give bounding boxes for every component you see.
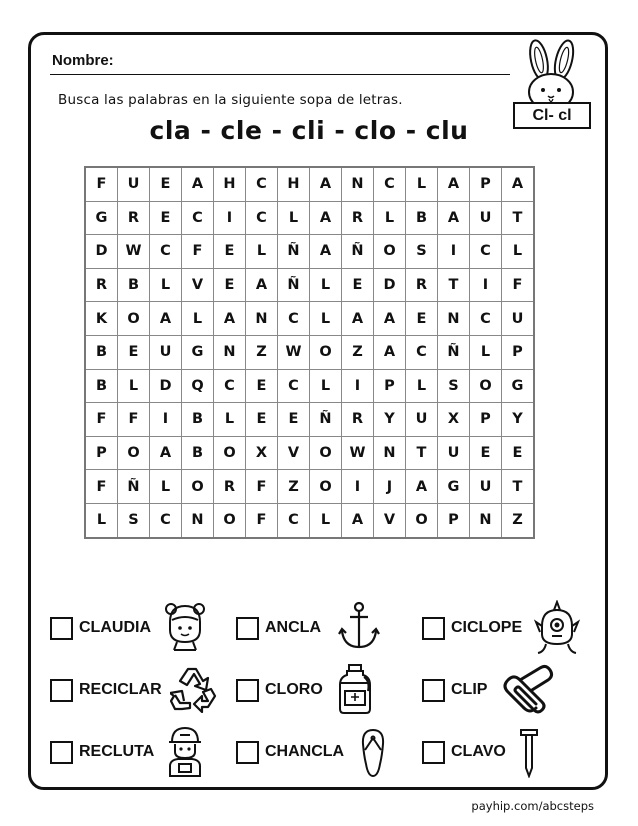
grid-cell[interactable]: G: [502, 369, 535, 403]
grid-cell[interactable]: F: [502, 268, 535, 302]
cl-badge: Cl- cl: [513, 102, 591, 129]
grid-row: [85, 235, 534, 269]
grid-cell[interactable]: L: [310, 268, 342, 302]
paperclip-icon: [502, 662, 556, 714]
grid-cell[interactable]: L: [406, 369, 438, 403]
grid-row: [85, 268, 534, 302]
grid-cell[interactable]: I: [342, 470, 374, 504]
word-label: ANCLA: [265, 619, 321, 636]
word-checkbox[interactable]: [236, 679, 259, 702]
grid-cell[interactable]: A: [214, 302, 246, 336]
grid-cell[interactable]: C: [150, 503, 182, 537]
grid-cell[interactable]: I: [214, 201, 246, 235]
instructions-text: Busca las palabras en la siguiente sopa de letras.: [58, 92, 403, 108]
grid-cell[interactable]: H: [214, 167, 246, 201]
name-label: Nombre:: [52, 52, 114, 69]
grid-cell[interactable]: Ñ: [118, 470, 150, 504]
grid-cell[interactable]: V: [182, 268, 214, 302]
grid-row: [85, 403, 534, 437]
grid-cell[interactable]: L: [150, 268, 182, 302]
grid-cell[interactable]: S: [118, 503, 150, 537]
grid-cell[interactable]: E: [278, 403, 310, 437]
grid-cell[interactable]: A: [502, 167, 535, 201]
grid-cell[interactable]: O: [310, 470, 342, 504]
grid-cell[interactable]: W: [278, 335, 310, 369]
grid-cell[interactable]: F: [246, 470, 278, 504]
grid-cell[interactable]: A: [438, 201, 470, 235]
grid-cell[interactable]: U: [118, 167, 150, 201]
grid-cell[interactable]: I: [342, 369, 374, 403]
word-checkbox[interactable]: [236, 617, 259, 640]
grid-cell[interactable]: R: [214, 470, 246, 504]
grid-cell[interactable]: U: [150, 335, 182, 369]
grid-cell[interactable]: O: [182, 470, 214, 504]
grid-cell[interactable]: A: [246, 268, 278, 302]
grid-cell[interactable]: F: [118, 403, 150, 437]
nail-icon: [520, 728, 538, 778]
grid-cell[interactable]: Q: [182, 369, 214, 403]
grid-cell[interactable]: O: [118, 302, 150, 336]
girl-icon: [162, 600, 208, 652]
grid-cell[interactable]: F: [85, 167, 118, 201]
grid-cell[interactable]: T: [406, 436, 438, 470]
grid-cell[interactable]: O: [118, 436, 150, 470]
grid-cell[interactable]: G: [182, 335, 214, 369]
grid-cell[interactable]: A: [406, 470, 438, 504]
grid-cell[interactable]: L: [310, 302, 342, 336]
grid-cell[interactable]: O: [310, 436, 342, 470]
grid-cell[interactable]: C: [374, 167, 406, 201]
grid-cell[interactable]: R: [85, 268, 118, 302]
grid-cell[interactable]: Y: [374, 403, 406, 437]
word-label: RECICLAR: [79, 681, 162, 698]
grid-cell[interactable]: A: [374, 302, 406, 336]
grid-cell[interactable]: T: [502, 470, 535, 504]
grid-cell[interactable]: C: [214, 369, 246, 403]
syllables-title: cla - cle - cli - clo - clu: [149, 116, 469, 145]
grid-cell[interactable]: L: [278, 201, 310, 235]
grid-row: [85, 201, 534, 235]
grid-cell[interactable]: O: [406, 503, 438, 537]
word-checkbox[interactable]: [422, 617, 445, 640]
grid-cell[interactable]: S: [438, 369, 470, 403]
grid-cell[interactable]: H: [278, 167, 310, 201]
grid-cell[interactable]: C: [278, 369, 310, 403]
word-label: CHANCLA: [265, 743, 345, 760]
grid-cell[interactable]: R: [342, 201, 374, 235]
grid-cell[interactable]: B: [85, 369, 118, 403]
grid-row: [85, 503, 534, 537]
grid-cell[interactable]: K: [85, 302, 118, 336]
grid-cell[interactable]: N: [470, 503, 502, 537]
grid-cell[interactable]: O: [214, 503, 246, 537]
grid-cell[interactable]: Ñ: [278, 235, 310, 269]
grid-cell[interactable]: J: [374, 470, 406, 504]
grid-cell[interactable]: R: [118, 201, 150, 235]
grid-cell[interactable]: F: [246, 503, 278, 537]
grid-cell[interactable]: N: [342, 167, 374, 201]
grid-cell[interactable]: E: [246, 403, 278, 437]
word-checkbox[interactable]: [50, 741, 73, 764]
grid-cell[interactable]: P: [438, 503, 470, 537]
word-checkbox[interactable]: [50, 679, 73, 702]
grid-cell[interactable]: L: [246, 235, 278, 269]
word-checkbox[interactable]: [422, 741, 445, 764]
grid-cell[interactable]: B: [118, 268, 150, 302]
grid-cell[interactable]: V: [278, 436, 310, 470]
grid-row: [85, 369, 534, 403]
grid-cell[interactable]: F: [85, 470, 118, 504]
grid-cell[interactable]: Z: [278, 470, 310, 504]
grid-cell[interactable]: U: [406, 403, 438, 437]
grid-cell[interactable]: T: [502, 201, 535, 235]
grid-cell[interactable]: B: [182, 403, 214, 437]
word-label: CLAVO: [451, 743, 506, 760]
grid-cell[interactable]: R: [406, 268, 438, 302]
grid-cell[interactable]: N: [374, 436, 406, 470]
grid-cell[interactable]: I: [470, 268, 502, 302]
grid-cell[interactable]: B: [85, 335, 118, 369]
grid-cell[interactable]: P: [470, 167, 502, 201]
grid-cell[interactable]: N: [214, 335, 246, 369]
grid-row: [85, 470, 534, 504]
grid-cell[interactable]: B: [406, 201, 438, 235]
grid-cell[interactable]: L: [150, 470, 182, 504]
word-checkbox[interactable]: [422, 679, 445, 702]
grid-cell[interactable]: C: [278, 302, 310, 336]
word-label: CLIP: [451, 681, 488, 698]
grid-row: [85, 167, 534, 201]
grid-row: [85, 335, 534, 369]
grid-row: [85, 302, 534, 336]
grid-cell[interactable]: L: [214, 403, 246, 437]
grid-row: [85, 436, 534, 470]
grid-cell[interactable]: A: [150, 436, 182, 470]
bleach-bottle-icon: [338, 663, 372, 715]
recycle-icon: [170, 663, 220, 713]
grid-cell[interactable]: E: [150, 201, 182, 235]
grid-cell[interactable]: N: [182, 503, 214, 537]
grid-cell[interactable]: L: [118, 369, 150, 403]
name-input-line[interactable]: [50, 74, 510, 75]
word-label: CLAUDIA: [79, 619, 151, 636]
grid-cell[interactable]: U: [470, 470, 502, 504]
grid-cell[interactable]: C: [182, 201, 214, 235]
grid-cell[interactable]: N: [246, 302, 278, 336]
grid-cell[interactable]: R: [342, 403, 374, 437]
grid-cell[interactable]: U: [502, 302, 535, 336]
grid-cell[interactable]: L: [182, 302, 214, 336]
grid-cell[interactable]: C: [150, 235, 182, 269]
grid-cell[interactable]: L: [85, 503, 118, 537]
grid-cell[interactable]: P: [502, 335, 535, 369]
grid-cell[interactable]: E: [342, 268, 374, 302]
grid-cell[interactable]: Ñ: [438, 335, 470, 369]
grid-cell[interactable]: C: [246, 167, 278, 201]
grid-cell[interactable]: A: [310, 167, 342, 201]
grid-cell[interactable]: Ñ: [310, 403, 342, 437]
grid-cell[interactable]: A: [310, 201, 342, 235]
footer-source: payhip.com/abcsteps: [471, 799, 594, 813]
grid-cell[interactable]: Ñ: [342, 235, 374, 269]
grid-cell[interactable]: V: [374, 503, 406, 537]
grid-cell[interactable]: E: [406, 302, 438, 336]
grid-cell[interactable]: Ñ: [278, 268, 310, 302]
grid-cell[interactable]: S: [406, 235, 438, 269]
flip-flop-icon: [360, 728, 386, 778]
grid-cell[interactable]: C: [278, 503, 310, 537]
grid-cell[interactable]: F: [85, 403, 118, 437]
grid-cell[interactable]: I: [438, 235, 470, 269]
grid-cell[interactable]: P: [374, 369, 406, 403]
grid-cell[interactable]: C: [470, 302, 502, 336]
grid-cell[interactable]: X: [246, 436, 278, 470]
grid-cell[interactable]: E: [470, 436, 502, 470]
word-checkbox[interactable]: [50, 617, 73, 640]
grid-cell[interactable]: L: [310, 369, 342, 403]
grid-cell[interactable]: L: [406, 167, 438, 201]
grid-cell[interactable]: W: [118, 235, 150, 269]
grid-cell[interactable]: I: [150, 403, 182, 437]
word-label: CICLOPE: [451, 619, 523, 636]
anchor-icon: [338, 601, 380, 651]
grid-cell[interactable]: D: [85, 235, 118, 269]
grid-cell[interactable]: A: [150, 302, 182, 336]
word-search-grid: [84, 166, 535, 539]
grid-cell[interactable]: L: [470, 335, 502, 369]
grid-cell[interactable]: E: [502, 436, 535, 470]
word-label: CLORO: [265, 681, 323, 698]
grid-cell[interactable]: O: [470, 369, 502, 403]
grid-cell[interactable]: L: [310, 503, 342, 537]
grid-cell[interactable]: D: [150, 369, 182, 403]
grid-cell[interactable]: E: [246, 369, 278, 403]
grid-cell[interactable]: O: [214, 436, 246, 470]
grid-cell[interactable]: E: [214, 235, 246, 269]
grid-cell[interactable]: C: [470, 235, 502, 269]
grid-cell[interactable]: O: [310, 335, 342, 369]
grid-cell[interactable]: L: [374, 201, 406, 235]
grid-cell[interactable]: U: [438, 436, 470, 470]
grid-cell[interactable]: E: [214, 268, 246, 302]
grid-cell[interactable]: E: [150, 167, 182, 201]
grid-cell[interactable]: Y: [502, 403, 535, 437]
grid-cell[interactable]: A: [342, 503, 374, 537]
grid-cell[interactable]: P: [470, 403, 502, 437]
grid-cell[interactable]: U: [470, 201, 502, 235]
grid-cell[interactable]: F: [182, 235, 214, 269]
grid-cell[interactable]: A: [438, 167, 470, 201]
grid-cell[interactable]: X: [438, 403, 470, 437]
grid-cell[interactable]: E: [118, 335, 150, 369]
word-checkbox[interactable]: [236, 741, 259, 764]
soldier-icon: [166, 726, 204, 778]
grid-cell[interactable]: A: [342, 302, 374, 336]
grid-cell[interactable]: Z: [502, 503, 535, 537]
grid-cell[interactable]: B: [182, 436, 214, 470]
grid-cell[interactable]: C: [406, 335, 438, 369]
grid-cell[interactable]: A: [182, 167, 214, 201]
word-label: RECLUTA: [79, 743, 155, 760]
cyclops-icon: [532, 600, 582, 654]
grid-cell[interactable]: N: [438, 302, 470, 336]
grid-cell[interactable]: G: [85, 201, 118, 235]
grid-cell[interactable]: O: [374, 235, 406, 269]
grid-cell[interactable]: W: [342, 436, 374, 470]
grid-cell[interactable]: T: [438, 268, 470, 302]
grid-cell[interactable]: A: [310, 235, 342, 269]
grid-cell[interactable]: Z: [342, 335, 374, 369]
grid-cell[interactable]: G: [438, 470, 470, 504]
grid-cell[interactable]: D: [374, 268, 406, 302]
grid-cell[interactable]: C: [246, 201, 278, 235]
grid-cell[interactable]: L: [502, 235, 535, 269]
grid-cell[interactable]: Z: [246, 335, 278, 369]
grid-cell[interactable]: A: [374, 335, 406, 369]
grid-cell[interactable]: P: [85, 436, 118, 470]
